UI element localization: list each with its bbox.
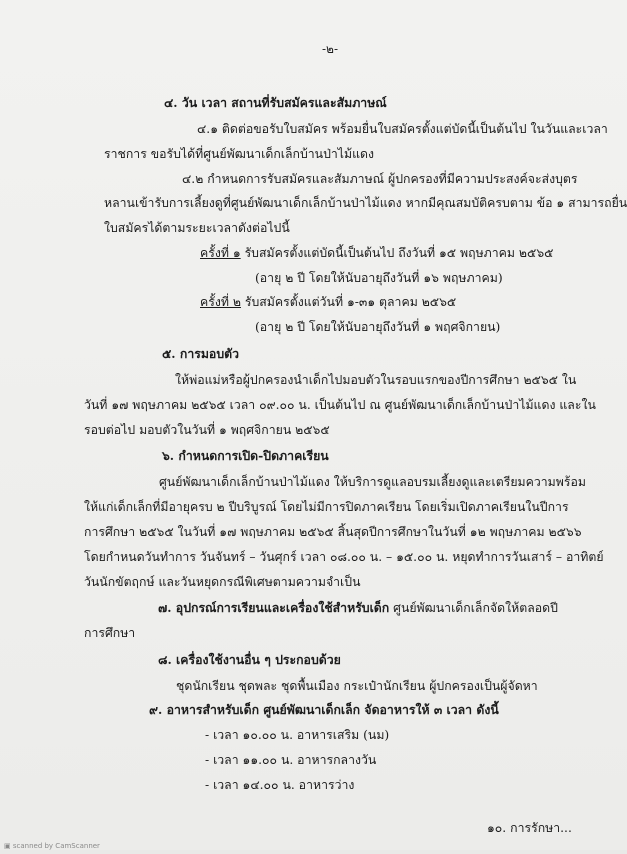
section-9-heading: ๙. อาหารสำหรับเด็ก ศูนย์พัฒนาเด็กเล็ก จัดอาหารให้ ๓ เวลา ดังนี้ (149, 702, 499, 717)
section-7-heading-rest: ศูนย์พัฒนาเด็กเล็กจัดให้ตลอดปี (389, 601, 558, 615)
section-4-1-line-1: ๔.๑ ติดต่อขอรับใบสมัคร พร้อมยื่นใบสมัครตั้งแต่บัดนี้เป็นต้นไป ในวันและเวลา (197, 122, 608, 136)
section-6-line-3: การศึกษา ๒๕๖๕ ในวันที่ ๑๗ พฤษภาคม ๒๕๖๕ สิ้นสุดปีการศึกษาในวันที่ ๑๒ พฤษภาคม ๒๕๖๖ (84, 525, 582, 539)
round-1-text: รับสมัครตั้งแต่บัดนี้เป็นต้นไป ถึงวันที่ ๑๕ พฤษภาคม ๒๕๖๕ (240, 246, 554, 260)
round-1-label: ครั้งที่ ๑ (200, 246, 241, 260)
section-7-line-2: การศึกษา (84, 626, 136, 640)
continuation-note: ๑๐. การรักษา... (487, 821, 572, 835)
section-8-line-1: ชุดนักเรียน ชุดพละ ชุดพื้นเมือง กระเป๋านักเรียน ผู้ปกครองเป็นผู้จัดหา (176, 679, 538, 693)
section-8-heading: ๘. เครื่องใช้งานอื่น ๆ ประกอบด้วย (158, 652, 341, 667)
section-7-line-1 (158, 600, 558, 616)
round-1-line (200, 245, 553, 261)
page-number: -๒- (322, 42, 339, 56)
scanner-watermark-text: scanned by CamScanner (12, 842, 100, 850)
section-5-heading: ๕. การมอบตัว (162, 346, 240, 361)
food-item-2: - เวลา ๑๑.๐๐ น. อาหารกลางวัน (205, 753, 377, 767)
section-5-line-2: วันที่ ๑๗ พฤษภาคม ๒๕๖๕ เวลา ๐๙.๐๐ น. เป็นต้นไป ณ ศูนย์พัฒนาเด็กเล็กบ้านป่าไม้แดง และใน (84, 398, 596, 412)
section-6-line-5: วันนักขัตฤกษ์ และวันหยุดกรณีพิเศษตามความจำเป็น (84, 575, 361, 589)
food-item-1: - เวลา ๑๐.๐๐ น. อาหารเสริม (นม) (205, 728, 390, 742)
section-6-heading: ๖. กำหนดการเปิด-ปิดภาคเรียน (162, 448, 329, 463)
section-4-2-line-2: หลานเข้ารับการเลี้ยงดูที่ศูนย์พัฒนาเด็กเล็กบ้านป่าไม้แดง หากมีคุณสมบัติครบตาม ข้อ ๑ สามารถยื่น (104, 196, 627, 210)
section-4-2-line-3: ใบสมัครได้ตามระยะเวลาดังต่อไปนี้ (104, 221, 290, 235)
camscanner-icon: ▣ (4, 842, 11, 850)
section-5-line-3: รอบต่อไป มอบตัวในวันที่ ๑ พฤศจิกายน ๒๕๖๕ (84, 423, 330, 437)
section-7-heading: ๗. อุปกรณ์การเรียนและเครื่องใช้สำหรับเด็ก (158, 600, 390, 615)
section-6-line-4: โดยกำหนดวันทำการ วันจันทร์ – วันศุกร์ เวลา ๐๘.๐๐ น. – ๑๕.๐๐ น. หยุดทำการวันเสาร์ – อาทิตย์ (84, 550, 604, 564)
scanner-watermark (4, 838, 100, 854)
round-1-note: (อายุ ๒ ปี โดยให้นับอายุถึงวันที่ ๑๖ พฤษภาคม) (255, 271, 503, 285)
round-2-note: (อายุ ๒ ปี โดยให้นับอายุถึงวันที่ ๑ พฤศจิกายน) (255, 320, 501, 334)
section-5-line-1: ให้พ่อแม่หรือผู้ปกครองนำเด็กไปมอบตัวในรอบแรกของปีการศึกษา ๒๕๖๕ ใน (175, 373, 577, 387)
section-4-2-line-1: ๔.๒ กำหนดการรับสมัครและสัมภาษณ์ ผู้ปกครองที่มีความประสงค์จะส่งบุตร (182, 172, 578, 186)
round-2-label: ครั้งที่ ๒ (200, 295, 241, 309)
round-2-text: รับสมัครตั้งแต่วันที่ ๑-๓๑ ตุลาคม ๒๕๖๕ (240, 295, 457, 309)
section-4-heading: ๔. วัน เวลา สถานที่รับสมัครและสัมภาษณ์ (164, 95, 387, 110)
round-2-line (200, 294, 456, 310)
section-6-line-1: ศูนย์พัฒนาเด็กเล็กบ้านป่าไม้แดง ให้บริการดูแลอบรมเลี้ยงดูและเตรียมความพร้อม (159, 475, 586, 489)
section-6-line-2: ให้แก่เด็กเล็กที่มีอายุครบ ๒ ปีบริบูรณ์ โดยไม่มีการปิดภาคเรียน โดยเริ่มเปิดภาคเรียนในปีการ (84, 500, 569, 514)
section-4-1-line-2: ราชการ ขอรับได้ที่ศูนย์พัฒนาเด็กเล็กบ้านป่าไม้แดง (104, 147, 374, 161)
food-item-3: - เวลา ๑๔.๐๐ น. อาหารว่าง (205, 778, 355, 792)
